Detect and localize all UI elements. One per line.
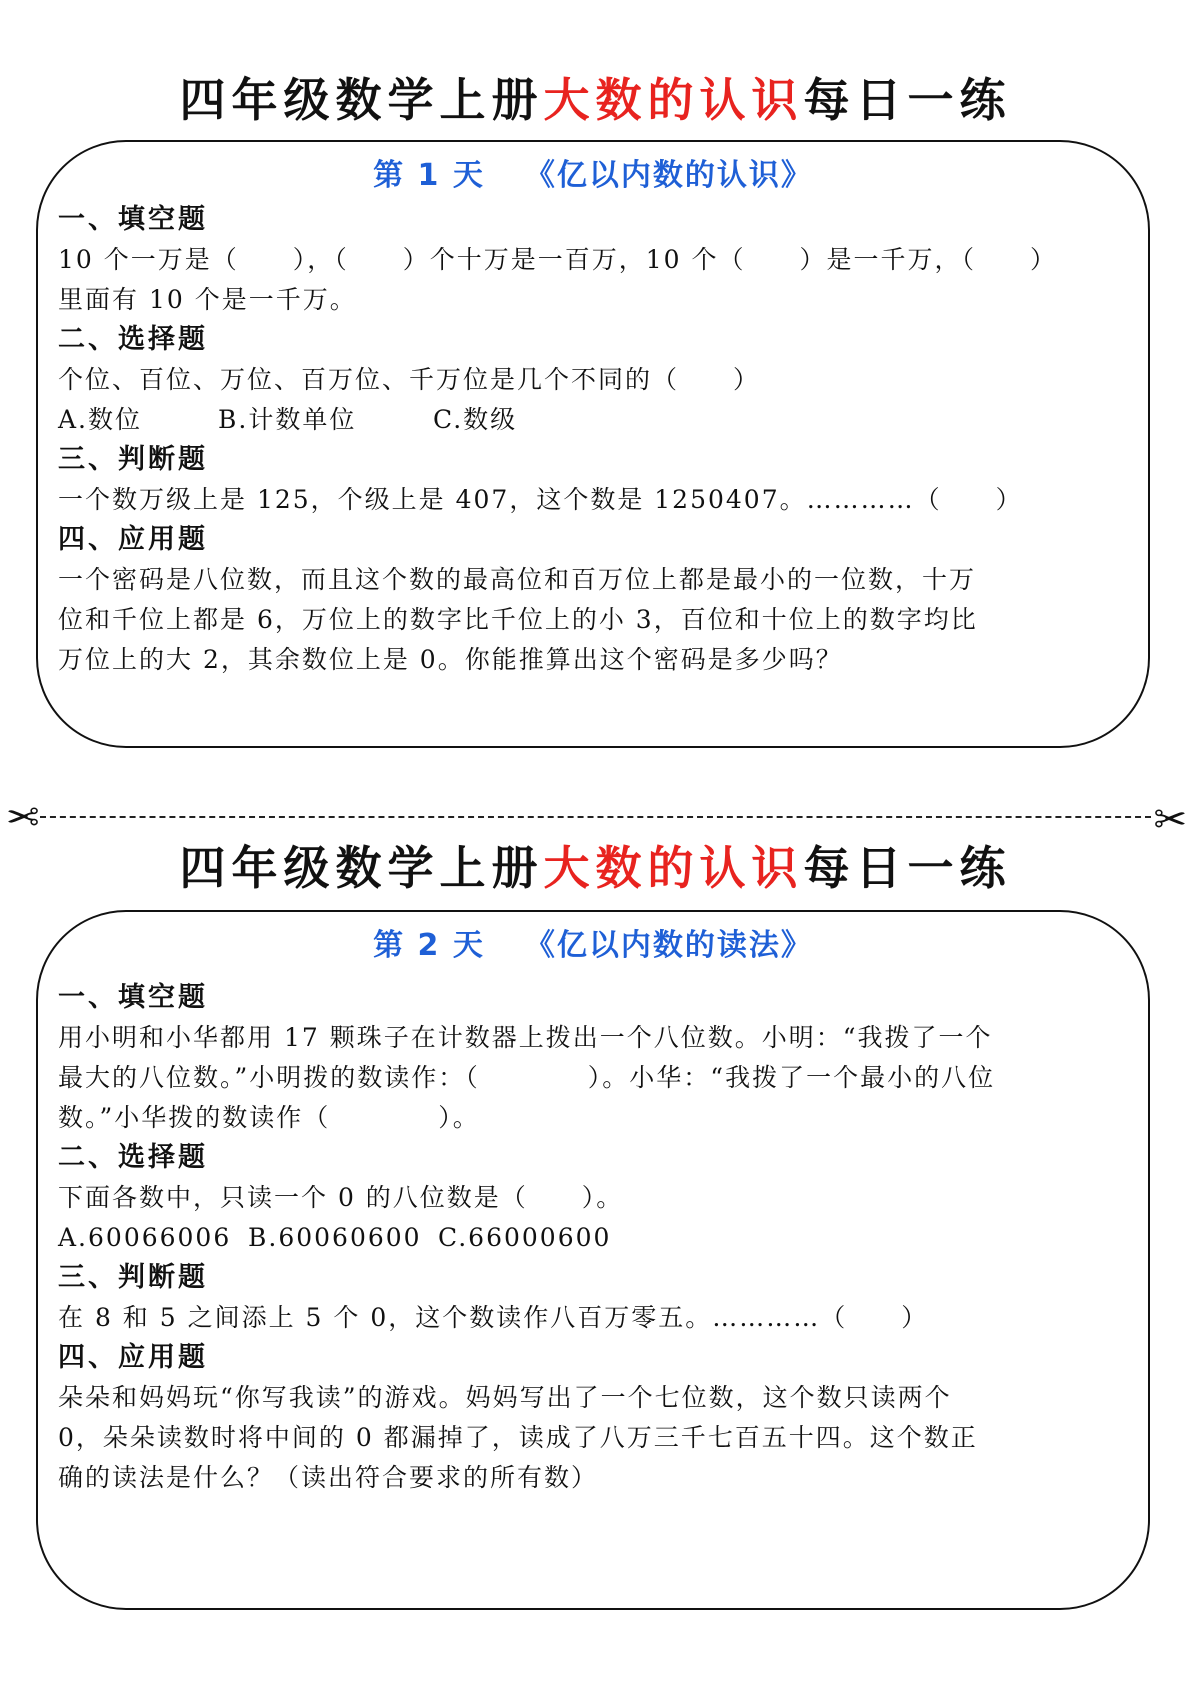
question-line: 在 8 和 5 之间添上 5 个 0，这个数读作八百万零五。…………（ ） — [58, 1303, 929, 1332]
day-2-card — [36, 910, 1150, 1610]
section-word-problem: 四、应用题 — [58, 1342, 208, 1373]
question-line: 最大的八位数。”小明拨的数读作：（ ）。小华：“我拨了一个最小的八位 — [58, 1063, 996, 1092]
option-a: A.60066006 — [58, 1223, 232, 1252]
day-1-card — [36, 140, 1150, 748]
day-label: 第 2 天 — [373, 928, 485, 963]
option-a: A.数位 — [58, 405, 143, 434]
section-word-problem: 四、应用题 — [58, 524, 208, 555]
question-line: 10 个一万是（ ），（ ）个十万是一百万，10 个（ ）是一千万，（ ） — [58, 245, 1058, 274]
question-line: 确的读法是什么？（读出符合要求的所有数） — [58, 1463, 599, 1492]
section-true-false: 三、判断题 — [58, 1262, 208, 1293]
question-line: 里面有 10 个是一千万。 — [58, 285, 357, 314]
section-fill-blank: 一、填空题 — [58, 204, 208, 235]
choice-options — [58, 1218, 1124, 1258]
section-fill-blank: 一、填空题 — [58, 982, 208, 1013]
title-highlight: 大数的认识 — [543, 73, 804, 127]
worksheet-title-2 — [0, 838, 1191, 898]
option-b: B.计数单位 — [218, 405, 357, 434]
question-line: 一个数万级上是 125，个级上是 407，这个数是 1250407。…………（ ） — [58, 485, 1023, 514]
cut-line — [40, 816, 1151, 818]
question-line: 个位、百位、万位、百万位、千万位是几个不同的（ ） — [58, 365, 761, 394]
day-2-content — [58, 978, 1124, 1498]
question-line: 万位上的大 2，其余数位上是 0。你能推算出这个密码是多少吗？ — [58, 645, 843, 674]
question-line: 用小明和小华都用 17 颗珠子在计数器上拨出一个八位数。小明：“我拨了一个 — [58, 1023, 993, 1052]
option-c: C.66000600 — [438, 1223, 612, 1252]
choice-options — [58, 400, 1124, 440]
question-line: 0，朵朵读数时将中间的 0 都漏掉了，读成了八万三千七百五十四。这个数正 — [58, 1423, 978, 1452]
day-2-heading — [38, 920, 1148, 964]
day-label: 第 1 天 — [373, 158, 485, 193]
option-c: C.数级 — [433, 405, 518, 434]
question-line: 下面各数中，只读一个 0 的八位数是（ ）。 — [58, 1183, 624, 1212]
section-multiple-choice: 二、选择题 — [58, 1142, 208, 1173]
title-prefix: 四年级数学上册 — [179, 841, 544, 895]
option-b: B.60060600 — [248, 1223, 422, 1252]
scissors-icon: ✂ — [1153, 797, 1187, 843]
section-multiple-choice: 二、选择题 — [58, 324, 208, 355]
day-topic: 《亿以内数的读法》 — [524, 928, 813, 963]
title-suffix: 每日一练 — [803, 73, 1012, 127]
day-topic: 《亿以内数的认识》 — [524, 158, 813, 193]
scissors-icon: ✂ — [6, 795, 40, 841]
title-suffix: 每日一练 — [803, 841, 1012, 895]
question-line: 数。”小华拨的数读作（ ）。 — [58, 1103, 480, 1132]
question-line: 一个密码是八位数，而且这个数的最高位和百万位上都是最小的一位数，十万 — [58, 565, 977, 594]
section-true-false: 三、判断题 — [58, 444, 208, 475]
title-prefix: 四年级数学上册 — [179, 73, 544, 127]
day-1-content — [58, 200, 1124, 680]
day-1-heading — [38, 150, 1148, 194]
question-line: 位和千位上都是 6，万位上的数字比千位上的小 3，百位和十位上的数字均比 — [58, 605, 978, 634]
question-line: 朵朵和妈妈玩“你写我读”的游戏。妈妈写出了一个七位数，这个数只读两个 — [58, 1383, 952, 1412]
title-highlight: 大数的认识 — [543, 841, 804, 895]
worksheet-title-1 — [0, 70, 1191, 130]
